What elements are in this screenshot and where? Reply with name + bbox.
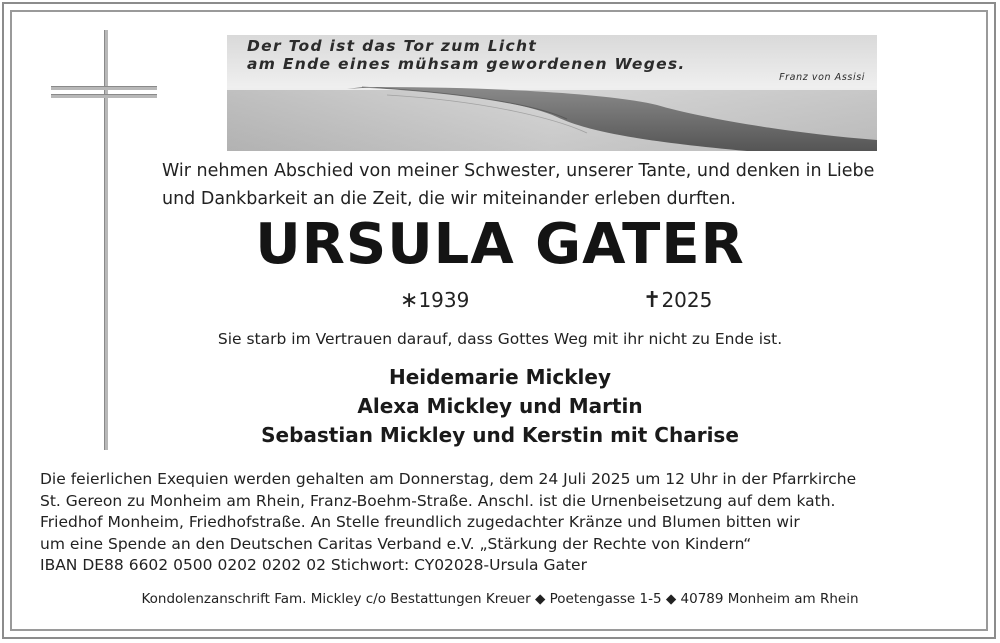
details-line: um eine Spende an den Deutschen Caritas Verband e.V. „Stärkung der Rechte von Kindern“ [40, 534, 752, 553]
verse-text: Sie starb im Vertrauen darauf, dass Gottes Weg mit ihr nicht zu Ende ist. [217, 330, 783, 348]
service-details [40, 469, 980, 577]
intro-line-2: und Dankbarkeit an die Zeit, die wir miteinander erleben durften. [162, 189, 736, 209]
quote-author: Franz von Assisi [779, 72, 865, 83]
details-line: St. Gereon zu Monheim am Rhein, Franz-Boehm-Straße. Anschl. ist die Urnenbeisetzung auf dem kath. [40, 491, 836, 510]
mourner-name: Sebastian Mickley und Kerstin mit Charise [261, 423, 739, 447]
birth-date [400, 288, 469, 313]
death-date [643, 288, 712, 313]
quote-line-2: am Ende eines mühsam gewordenen Weges. [247, 55, 686, 73]
stone-path-photo [227, 35, 877, 151]
birth-year: 1939 [418, 288, 470, 312]
condolence-address: Kondolenzanschrift Fam. Mickley c/o Bestattungen Kreuer ◆ Poetengasse 1-5 ◆ 40789 Monheim am Rhein [141, 591, 859, 607]
death-cross-icon: ✝ [643, 288, 662, 313]
intro-text [162, 157, 972, 213]
intro-line-1: Wir nehmen Abschied von meiner Schwester, unserer Tante, und denken in Liebe [162, 161, 875, 181]
birth-star-icon: ∗ [400, 288, 419, 313]
details-line: IBAN DE88 6602 0500 0202 0202 02 Stichwort: CY02028-Ursula Gater [40, 556, 587, 574]
mourner-name: Alexa Mickley und Martin [357, 394, 643, 418]
details-line: Friedhof Monheim, Friedhofstraße. An Stelle freundlich zugedachter Kränze und Blumen bitten wir [40, 513, 800, 531]
death-year: 2025 [661, 288, 713, 312]
deceased-name: URSULA GATER [255, 212, 745, 277]
quote-line-1: Der Tod ist das Tor zum Licht [247, 37, 538, 55]
details-line: Die feierlichen Exequien werden gehalten am Donnerstag, dem 24 Juli 2025 um 12 Uhr in der Pfarrkirche [40, 470, 857, 488]
mourner-name: Heidemarie Mickley [389, 365, 611, 389]
mourners-list [0, 363, 1000, 450]
